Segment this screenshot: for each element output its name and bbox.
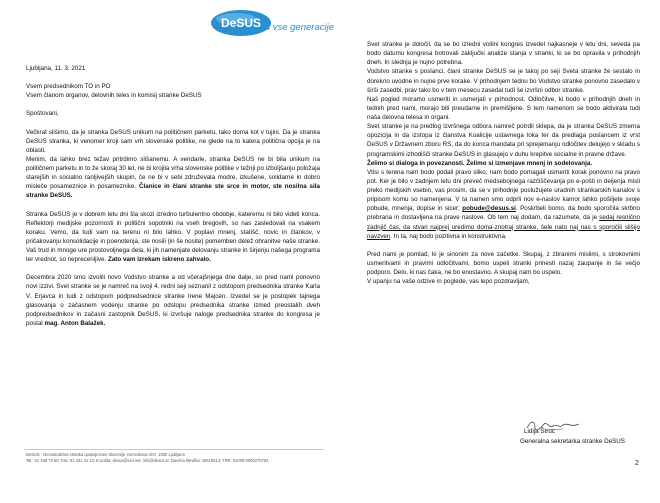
footer [26, 452, 326, 464]
paragraph-4-text: Decembra 2020 smo izvolili novo Vodstvo stranke a od včerajšnjega dne dalje, so pred nami ponovno novi izzivi. Svet stranke se je namreč na svoji 4. redni seji seznanil z odstopom predsednika stranke Karla V. Erjavca in tudi z odstopom podpredsednice stranke Irene Majcen. Izvedel se je postopek tajnega glasovanja o začasnem vodenju stranke po odstopu predsednika stranke izmed preostalih dveh podpredsednikov in začasni zastopnik DeSUS, ki izvršuje naloge predsednika stranke do kongresa je postal [26, 274, 320, 327]
addressee-line-1: Vsem predsednikom TO in PO [26, 83, 111, 91]
paragraph-2-text: Menim, da lahko brez težav pritrdimo slišanemu. A vendarle, stranka DeSUS ne bi bila unikum na političnem parketu in to že skoraj 30 let, ne bi krojila vrha slovenske politike v težnji po izboljšanju položaja starejših in socialno ranljivejših skupin, če ne bi v sebi združevala modre, izkušene, solidarne in dobro misleče posameznice in posameznike. [26, 155, 320, 191]
right-paragraph-1: Svet stranke je določil, da se bo izredni volilni kongres izvedel najkasneje v letu dni, seveda pa bodo datumu kongresa botrovali zaključki analize stanja v stranki, ki se bo opravila v prihodnjih dneh. In slednja je nujno potrebna. [367, 41, 640, 67]
signatory-title: Generalna sekretarka stranke DeSUS [520, 438, 625, 446]
page-number: 2 [635, 460, 639, 467]
paragraph-4-bold: mag. Anton Balažek. [44, 319, 106, 327]
right-paragraph-5-after: . Poskrbeli bomo, da bodo sporočila skrbno prebrana in dostavljena na prave naslove. Ob tem naj dodam, da razumete, da je [367, 205, 640, 222]
right-column [367, 40, 640, 286]
right-paragraph-6: Pred nami je pomlad, ki je sinonim za nove začetke. Skupaj, z zbranimi mislimi, s strokovnimi usmeritvami in pravimi odločitvami, bomo uspeli stranki prinesti nazaj zaupanje in še večjo podporo. Delo, ki nas čaka, ne bo enostavno. A skupaj nam bo uspelo. [367, 250, 640, 276]
paragraph-4 [26, 273, 320, 328]
paragraph-3-bold: Zato vam izrekam iskreno zahvalo. [108, 256, 211, 264]
left-column [26, 64, 320, 328]
right-paragraph-5 [367, 168, 640, 241]
addressee-line-2: Vsem članom organov, delovnih teles in komisij stranke DeSUS [26, 92, 202, 100]
footer-divider [24, 449, 324, 450]
signature-block [520, 427, 625, 447]
right-paragraph-2: Vodstvo stranke s poslanci, člani stranke DeSUS se je takoj po seji Sveta stranke že sestalo in dorekло uvodne in nujne prve korake. V prihodnjem tednu bo Vodstvo stranke ponovno zasedalo v širši zasedbi, prav tako bo v tem mesecu zasedal tudi še izvršni odbor stranke. [367, 68, 640, 94]
closing-line: V upanju na vaše odzive in poglede, vas lepo pozdravljam, [367, 278, 530, 286]
tagline: Za vse generacije [259, 22, 334, 33]
letter-date: Ljubljana, 11. 3. 2021 [26, 65, 86, 72]
dialogue-statement-bold: Želimo si dialoga in povezanosti. Želimo si izmenjave mnenj in sodelovanja. [367, 159, 593, 167]
right-paragraph-5-text: Vtisi s terena nam bodo podali pravo sliko, nam bodo pomagali usmeriti korak ponovno na pravo pot. Ker je bilo v zadnjem letu dni preveč medsebojnega razčiščevanja po e-pošti in deljenja misli preko medijskih vsebin, vas prosim, da se v prihodnje poslužujete uradnih strankarskih kanalov s pripisom komu so namenjena. V ta namen smo odprli nov e-naslov kamor lahko pošiljete svoje pobude, mnenja, dopise in sicer; [367, 168, 640, 213]
footer-line-1: DeSUS - Demokratična stranka upokojencev Slovenije, Kersnikova 4/VI, 1000 Ljubljana [26, 452, 185, 457]
salutation: Spoštovani, [26, 110, 59, 118]
paragraph-2-bold: Članice in člani stranke ste srce in motor, ste nosilna sila stranke DeSUS. [26, 183, 320, 200]
paragraph-3-text: Stranka DeSUS je v dobrem letu dni šla skozi izredno turbulentno obdobje, kateremu ni bilo videti konca. Reflektorji medijske pozornosti in politični sopotniki na vseh bregovih, so nas zasledovali na vsakem koraku. Vemo, da tudi vam na terenu ni bilo lahko. V poplavi mnenj, statišč, novic in člankov, v pričakovanju konsolidacije in poenotenja, ste nosili (in še nosite) pomemben delež ohranitve naše stranke. Vaš trud in mnoge ure prostovoljnega dela, ki jih namenjate delovanju stranke in širjenju našega programa ter vrednot, so neprecenljive. [26, 210, 320, 264]
email-link[interactable]: pobude@desus.si [462, 205, 516, 213]
paragraph-3 [26, 210, 320, 265]
paragraph-2 [26, 155, 320, 201]
right-paragraph-5-end: . In ta, naj bodo pozitivna in konstruktivna. [390, 232, 507, 240]
footer-line-2: Tel.: 01 439 73 50; Fax: 01 431 41 13; E-pošta: desus@siol.net; info@desus.si; Davčna številka: 45515514; TRR: 61000-0000270702 [26, 458, 269, 464]
right-paragraph-3: Naš pogled moramo usmeriti in usmerjati v prihodnost. Odločitve, ki bodo v prihodnjih dneh in tednih pred nami, morajo biti preudarne in premišljene. S tem namenom se bodo aktivirala tudi naša delovna telesa in organi. [367, 95, 640, 121]
right-paragraph-4: Svet stranke je na predlog Izvršnega odbora namreč potrdil sklepa, da je stranka DeSUS zmerna opozicija in da izstopa iz članstva Koalicije ustavnega loka ter da predlaga poslancem iz vrst DeSUS v Državnem zboru RS, da do konca mandata pri sprejemanju odločitev delujejo v skladu s programskimi izhodišči stranke DeSUS in glasujejo v duhu krepitve socialne in pravne države. [367, 123, 640, 158]
paragraph-1: Večkrat slišimo, da je stranka DeSUS unikum na političnem parketu, tako doma kot v tujini. Da je stranka DeSUS stranka, ki venomer kroji sam vrh slovenske politike, ne glede na to katera politična opcija je na oblasti. [26, 128, 320, 154]
right-paragraph-5-underlined: sedaj resnično zadnjič čas, da stvari najprej uredimo doma-znotraj stranke, šele nato naj nas s sporočili slišijo navzven [367, 214, 640, 240]
signatory-name: Lidija Štruc [524, 428, 555, 435]
logo-text: DeSUS [220, 16, 262, 30]
dialogue-statement [367, 159, 640, 168]
